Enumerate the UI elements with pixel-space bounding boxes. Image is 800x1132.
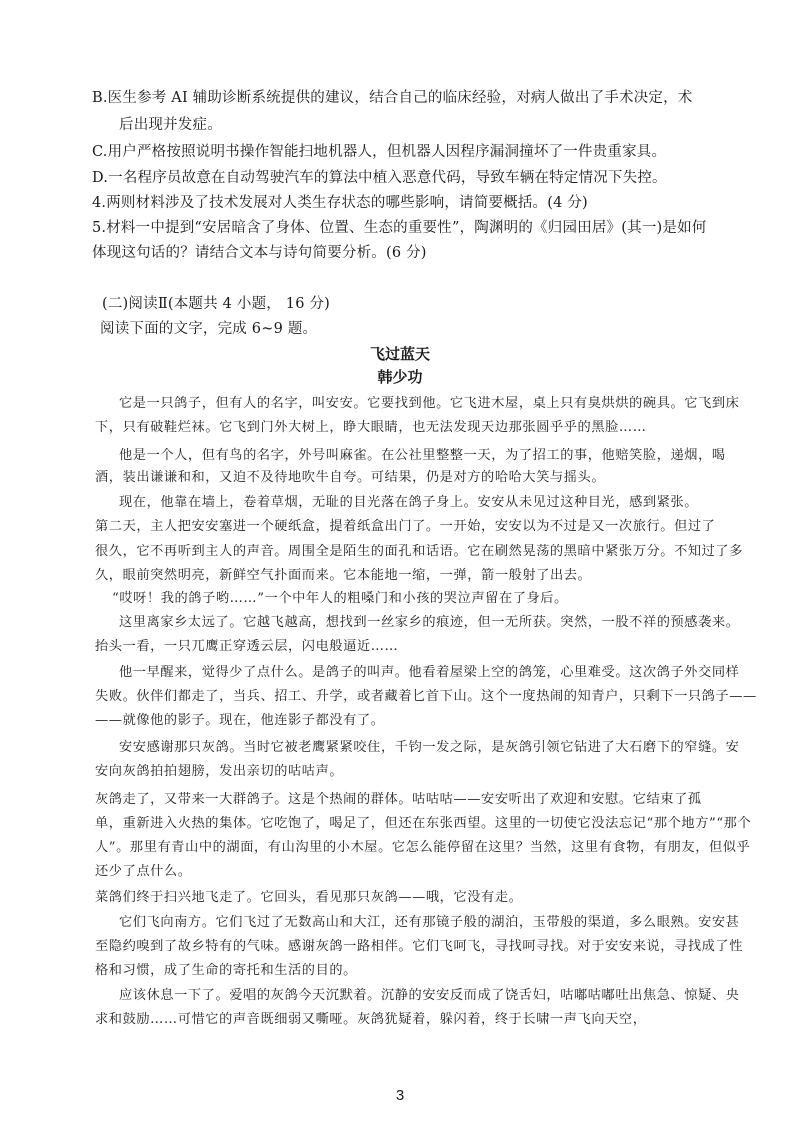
question-5-line-1: 5.材料一中提到“安居暗含了身体、位置、生态的重要性”，陶渊明的《归园田居》(其一)是如何 (92, 220, 707, 236)
passage-line: 他是一个人，但有鸟的名字，外号叫麻雀。在公社里整整一天，为了招工的事，他赔笑脸，递烟，喝 (119, 448, 726, 463)
passage-line: 现在，他靠在墙上，卷着草烟，无耻的目光落在鸽子身上。安安从未见过这种目光，感到紧张。 (119, 495, 699, 510)
page-number: 3 (395, 1087, 405, 1104)
passage-author: 韩少功 (377, 368, 423, 386)
passage-line: 下，只有破鞋烂袜。它飞到门外大树上，睁大眼睛，也无法发现天边那张圆乎乎的黑脸…… (95, 420, 647, 435)
option-b-line-2: 后出现并发症。 (119, 117, 222, 133)
passage-line: 第二天，主人把安安塞进一个硬纸盒，提着纸盒出门了。一开始，安安以为不过是又一次旅行。但过了 (95, 519, 716, 534)
passage-line: 至隐约嗅到了故乡特有的气味。感谢灰鸽一路相伴。它们飞呵飞，寻找呵寻找。对于安安来说，寻找成了性 (95, 939, 744, 954)
option-c: C.用户严格按照说明书操作智能扫地机器人，但机器人因程序漏洞撞坏了一件贵重家具。 (92, 144, 667, 160)
option-b-line-1: B.医生参考 AI 辅助诊断系统提供的建议，结合自己的临床经验，对病人做出了手术决定，术 (92, 90, 693, 106)
passage-line: 格和习惯，成了生命的寄托和生活的目的。 (95, 963, 357, 978)
passage-line: 抬头一看，一只兀鹰正穿透云层，闪电般逼近…… (95, 639, 399, 654)
passage-line: 酒，装出谦谦和和，又迫不及待地吹牛自夸。可结果，仍是对方的哈哈大笑与摇头。 (95, 470, 606, 485)
section-heading: (二)阅读Ⅱ(本题共 4 小题， 16 分) (102, 296, 330, 312)
passage-line: 灰鸽走了，又带来一大群鸽子。这是个热闹的群体。咕咕咕——安安听出了欢迎和安慰。它结束了孤 (95, 792, 702, 807)
passage-line: 久，眼前突然明亮，新鲜空气扑面而来。它本能地一缩，一弹，箭一般射了出去。 (95, 568, 592, 583)
question-5-line-2: 体现这句话的？请结合文本与诗句简要分析。(6 分) (92, 245, 427, 261)
passage-line: 安向灰鸽拍拍翅膀，发出亲切的咕咕声。 (95, 764, 344, 779)
passage-line: 这里离家乡太远了。它越飞越高，想找到一丝家乡的痕迹，但一无所获。突然，一股不祥的预感袭来。 (119, 615, 740, 630)
passage-title: 飞过蓝天 (369, 345, 430, 363)
passage-line: 还少了点什么。 (95, 864, 192, 879)
passage-line: 应该休息一下了。爱唱的灰鸽今天沉默着。沉静的安安反而成了饶舌妇，咕嘟咕嘟吐出焦急、惊疑、央 (119, 988, 740, 1003)
passage-line: 它是一只鸽子，但有人的名字，叫安安。它要找到他。它飞进木屋，桌上只有臭烘烘的碗具。它飞到床 (119, 396, 740, 411)
passage-line: 很久，它不再听到主人的声音。周围全是陌生的面孔和话语。它在刷然晃荡的黑暗中紧张万分。不知过了多 (95, 544, 744, 559)
question-4: 4.两则材料涉及了技术发展对人类生存状态的哪些影响，请简要概括。(4 分) (92, 195, 588, 211)
passage-line: 它们飞向南方。它们飞过了无数高山和大江，还有那镜子般的湖泊，玉带般的渠道，多么眼熟。安安甚 (119, 915, 740, 930)
passage-line: 人”。那里有青山中的湖面，有山沟里的小木屋。它怎么能停留在这里？当然，这里有食物，有朋友，但似乎 (95, 840, 751, 855)
passage-line: 单，重新进入火热的集体。它吃饱了，喝足了，但还在东张西望。这里的一切使它没法忘记“那个地方”“那个 (95, 816, 752, 831)
passage-line: “哎呀！我的鸽子哟……”一个中年人的粗嗓门和小孩的哭泣声留在了身后。 (112, 591, 568, 606)
passage-line: 求和鼓励……可惜它的声音既细弱又嘶哑。灰鸽犹疑着，躲闪着，终于长啸一声飞向天空， (95, 1012, 647, 1027)
passage-line: 失败。伙伴们都走了，当兵、招工、升学，或者藏着匕首下山。这个一度热闹的知青户，只剩下一只鸽子—— (95, 689, 757, 704)
passage-line: 安安感谢那只灰鸽。当时它被老鹰紧紧咬住，千钧一发之际，是灰鸽引领它钻进了大石磨下的窄缝。安 (119, 740, 740, 755)
passage-line: 菜鸽们终于扫兴地飞走了。它回头，看见那只灰鸽——哦，它没有走。 (95, 890, 523, 905)
option-d: D.一名程序员故意在自动驾驶汽车的算法中植入恶意代码，导致车辆在特定情况下失控。 (92, 170, 667, 186)
passage-line: ——就像他的影子。现在，他连影子都没有了。 (95, 713, 385, 728)
passage-line: 他一早醒来，觉得少了点什么。是鸽子的叫声。他看着屋梁上空的鸽笼，心里难受。这次鸽子外交同样 (119, 665, 740, 680)
section-instruction: 阅读下面的文字，完成 6~9 题。 (100, 321, 318, 337)
